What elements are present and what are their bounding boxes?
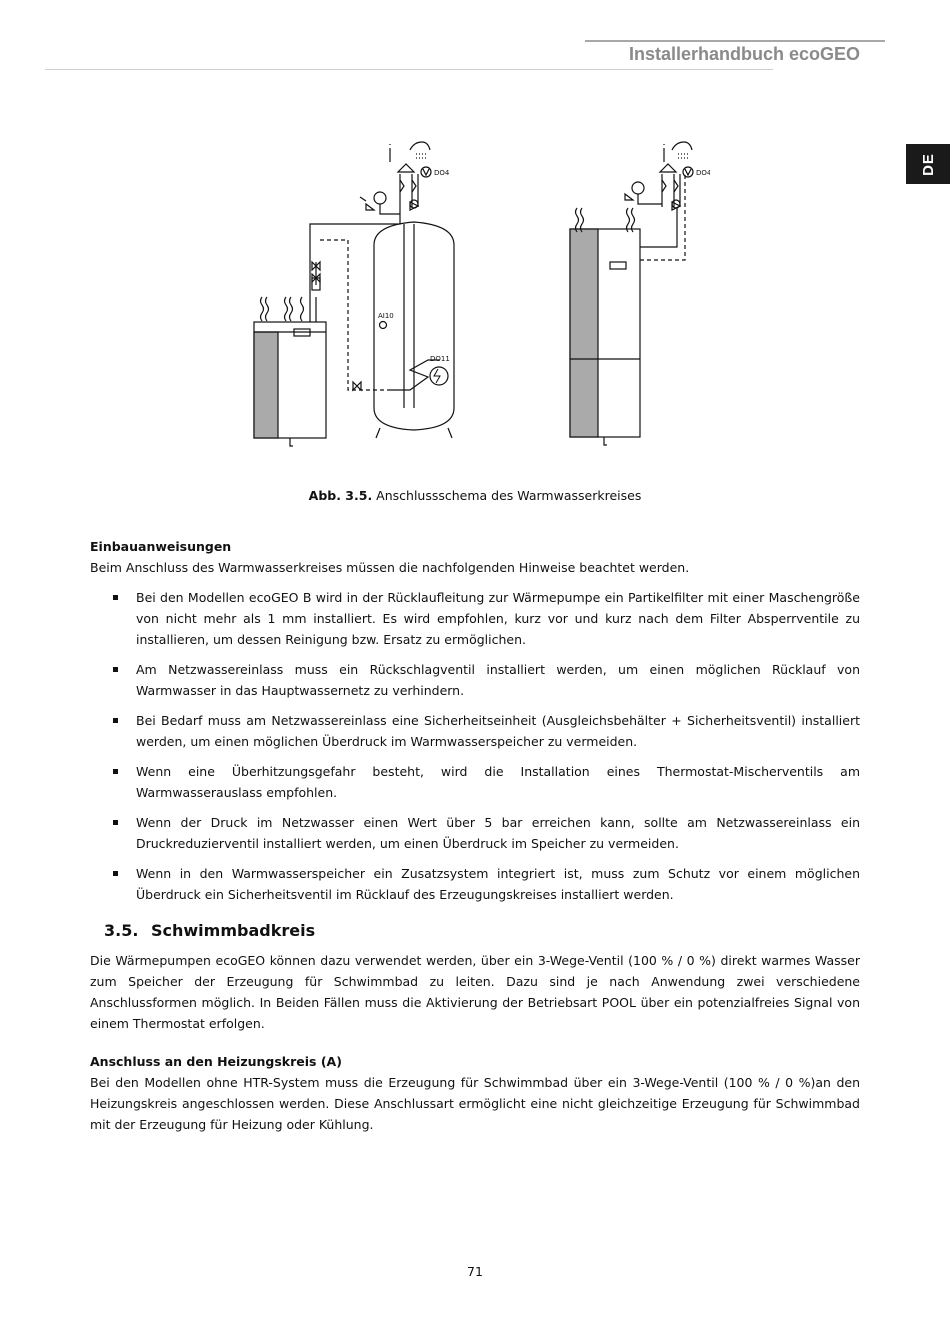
- list-item-text: Bei Bedarf muss am Netzwassereinlass eine Sicherheitseinheit (Ausgleichsbehälter + Sicherheitsventil) installiert werden, um einen möglichen Überdruck im Warmwasserspeicher zu vermeiden.: [136, 713, 860, 749]
- page-number: 71: [467, 1264, 483, 1279]
- diagram-svg: [240, 132, 710, 457]
- list-item-text: Bei den Modellen ecoGEO B wird in der Rücklaufleitung zur Wärmepumpe ein Partikelfilter mit einer Maschengröße von nicht mehr als 1 mm installiert. Es wird empfohlen, kurz vor und kurz nach dem Filter Absperrventile zu installieren, um dessen Reinigung bzw. Ersatz zu ermöglichen.: [136, 590, 860, 647]
- header-rule-bottom: [45, 69, 773, 70]
- list-item: [90, 710, 860, 752]
- list-item: [90, 587, 860, 650]
- list-item-text: Wenn eine Überhitzungsgefahr besteht, wird die Installation eines Thermostat-Mischerventils am Warmwasserauslass empfohlen.: [136, 764, 860, 800]
- install-bullet-list: [90, 587, 860, 905]
- list-item: [90, 863, 860, 905]
- main-content: [90, 536, 860, 1135]
- list-item-text: Wenn der Druck im Netzwasser einen Wert über 5 bar erreichen kann, sollte am Netzwassereinlass ein Druckreduzierventil installiert werden, um einen Überdruck im Speicher zu vermeiden.: [136, 815, 860, 851]
- section-title: Schwimmbadkreis: [151, 921, 316, 940]
- install-heading: Einbauanweisungen: [90, 539, 232, 554]
- header-rule-top: [585, 40, 885, 42]
- subsection-paragraph: Bei den Modellen ohne HTR-System muss die Erzeugung für Schwimmbad über ein 3-Wege-Ventil (100 % / 0 %)an den Heizungskreis angeschlossen werden. Diese Anschlussart ermöglicht eine nicht gleichzeitige Erzeugung für Schwimmbad mit der Erzeugung für Heizung oder Kühlung.: [90, 1075, 860, 1132]
- list-item-text: Am Netzwassereinlass muss ein Rückschlagventil installiert werden, um einen möglichen Rücklauf von Warmwasser in das Hauptwassernetz zu verhindern.: [136, 662, 860, 698]
- figure-caption-number: Abb. 3.5.: [308, 488, 373, 503]
- figure-caption-text: Anschlussschema des Warmwasserkreises: [372, 488, 642, 503]
- list-item: [90, 812, 860, 854]
- list-item-text: Wenn in den Warmwasserspeicher ein Zusatzsystem integriert ist, muss zum Schutz vor einem möglichen Überdruck ein Sicherheitsventil im Rücklauf des Erzeugungskreises installiert werden.: [136, 866, 860, 902]
- bullet-square-icon: [113, 769, 118, 774]
- list-item: [90, 761, 860, 803]
- bullet-square-icon: [113, 667, 118, 672]
- bullet-square-icon: [113, 595, 118, 600]
- section-number: 3.5.: [104, 921, 139, 940]
- list-item: [90, 659, 860, 701]
- bullet-square-icon: [113, 820, 118, 825]
- section-heading: [104, 920, 860, 941]
- diagram-label-do4-left: DO4: [434, 169, 450, 177]
- install-intro: Beim Anschluss des Warmwasserkreises müssen die nachfolgenden Hinweise beachtet werden.: [90, 560, 690, 575]
- diagram-label-ai10: AI10: [378, 312, 394, 320]
- header-title: Installerhandbuch ecoGEO: [628, 44, 860, 64]
- diagram-label-do4-right: DO4: [696, 169, 710, 177]
- diagram-label-do11: DO11: [430, 355, 450, 363]
- language-tab: [906, 144, 950, 184]
- bullet-square-icon: [113, 871, 118, 876]
- figure-caption: [0, 488, 950, 503]
- language-tab-label: DE: [919, 152, 937, 176]
- subsection-heading: Anschluss an den Heizungskreis (A): [90, 1054, 342, 1069]
- dhw-connection-diagram: [240, 132, 710, 457]
- section-paragraph: Die Wärmepumpen ecoGEO können dazu verwendet werden, über ein 3-Wege-Ventil (100 % / 0 %) direkt warmes Wasser zum Speicher der Erzeugung für Schwimmbad zu leiten. Dazu sind je nach Anwendung zwei verschiedene Anschlussformen möglich. In Beiden Fällen muss die Aktivierung der Betriebsart POOL über ein potenzialfreies Signal von einem Thermostat erfolgen.: [90, 953, 860, 1031]
- bullet-square-icon: [113, 718, 118, 723]
